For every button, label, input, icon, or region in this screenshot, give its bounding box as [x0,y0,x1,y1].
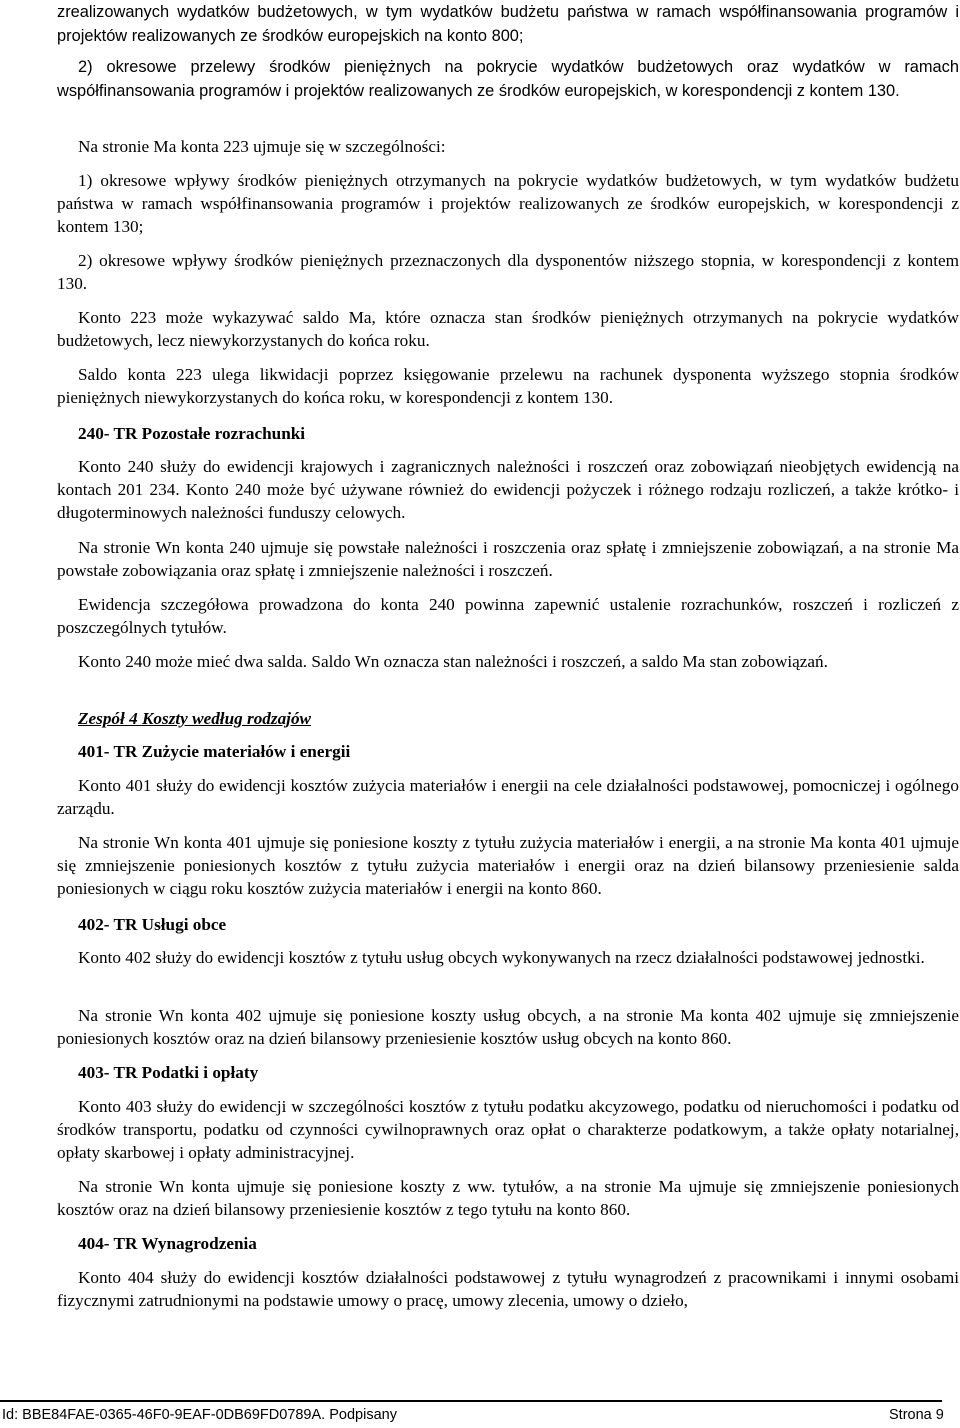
paragraph: Konto 240 może mieć dwa salda. Saldo Wn oznacza stan należności i roszczeń, a saldo Ma stan zobowiązań. [78,652,828,671]
paragraph: Konto 403 służy do ewidencji w szczególności kosztów z tytułu podatku akcyzowego, podatku od nieruchomości i podatku od środków transportu, podatku od czynności cywilnoprawnych oraz opłat o charakterze podatkowym, a także opłaty notarialnej, opłaty skarbowej i opłaty administracyjnej. [57,1097,959,1162]
footer-divider [0,1400,942,1402]
section-heading-403: 403- TR Podatki i opłaty [78,1063,259,1082]
paragraph: Na stronie Ma konta 223 ujmuje się w szczególności: [78,137,446,156]
paragraph: Na stronie Wn konta 402 ujmuje się poniesione koszty usług obcych, a na stronie Ma konta 402 ujmuje się zmniejszenie poniesionych kosztów oraz na dzień bilansowy przeniesienie kosztów usług obcych na konto 860. [57,1006,959,1048]
paragraph: Na stronie Wn konta 401 ujmuje się poniesione koszty z tytułu zużycia materiałów i energii, a na stronie Ma konta 401 ujmuje się zmniejszenie poniesionych kosztów z tytułu zużycia materiałów i energii oraz na dzień bilansowy przeniesienie salda poniesionych w ciągu roku kosztów zużycia materiałów i energii na konto 860. [57,833,959,898]
paragraph: 1) okresowe wpływy środków pieniężnych otrzymanych na pokrycie wydatków budżetowych, w tym wydatków budżetu państwa w ramach współfinansowania programów i projektów realizowanych ze środków europejskich, w korespondencji z kontem 130; [57,171,959,236]
paragraph: Konto 240 służy do ewidencji krajowych i zagranicznych należności i roszczeń oraz zobowiązań nieobjętych ewidencją na kontach 201 234. Konto 240 może być używane również do ewidencji pożyczek i różnego rodzaju rozliczeń, a także krótko- i długoterminowych należności funduszy celowych. [57,457,959,522]
paragraph: Konto 223 może wykazywać saldo Ma, które oznacza stan środków pieniężnych otrzymanych na pokrycie wydatków budżetowych, lecz niewykorzystanych do końca roku. [57,308,959,350]
paragraph: Na stronie Wn konta 240 ujmuje się powstałe należności i roszczenia oraz spłatę i zmniejszenie zobowiązań, a na stronie Ma powstałe zobowiązania oraz spłatę i zmniejszenie należności i roszczeń. [57,538,959,580]
paragraph: Konto 404 służy do ewidencji kosztów działalności podstawowej z tytułu wynagrodzeń z pracownikami i innymi osobami fizycznymi zatrudnionymi na podstawie umowy o pracę, umowy zlecenia, umowy o dzieło, [57,1268,959,1310]
paragraph: 2) okresowe wpływy środków pieniężnych przeznaczonych dla dysponentów niższego stopnia, w korespondencji z kontem 130. [57,251,959,293]
section-heading-402: 402- TR Usługi obce [78,915,227,934]
section-heading-401: 401- TR Zużycie materiałów i energii [78,742,351,761]
paragraph: Konto 401 służy do ewidencji kosztów zużycia materiałów i energii na cele działalności podstawowej, pomocniczej i ogólnego zarządu. [57,776,959,818]
document-id: Id: BBE84FAE-0365-46F0-9EAF-0DB69FD0789A. Podpisany [2,1407,397,1423]
page-number: Strona 9 [889,1407,944,1423]
paragraph: 2) okresowe przelewy środków pieniężnych na pokrycie wydatków budżetowych oraz wydatków w ramach współfinansowania programów i projektów realizowanych ze środków europejskich, w korespondencji z kontem 130. [57,58,959,100]
group-heading-4: Zespół 4 Koszty według rodzajów [78,709,312,728]
paragraph: Saldo konta 223 ulega likwidacji poprzez księgowanie przelewu na rachunek dysponenta wyższego stopnia środków pieniężnych niewykorzystanych do końca roku, w korespondencji z kontem 130. [57,365,959,407]
paragraph: zrealizowanych wydatków budżetowych, w tym wydatków budżetu państwa w ramach współfinansowania programów i projektów realizowanych ze środków europejskich na konto 800; [57,3,959,45]
section-heading-404: 404- TR Wynagrodzenia [78,1234,257,1253]
paragraph: Na stronie Wn konta ujmuje się poniesione koszty z ww. tytułów, a na stronie Ma ujmuje się zmniejszenie poniesionych kosztów oraz na dzień bilansowy przeniesienie kosztów z tego tytułu na konto 860. [57,1177,959,1219]
section-heading-240: 240- TR Pozostałe rozrachunki [78,424,306,443]
paragraph: Ewidencja szczegółowa prowadzona do konta 240 powinna zapewnić ustalenie rozrachunków, roszczeń i rozliczeń z poszczególnych tytułów. [57,595,959,637]
paragraph: Konto 402 służy do ewidencji kosztów z tytułu usług obcych wykonywanych na rzecz działalności podstawowej jednostki. [78,948,925,967]
